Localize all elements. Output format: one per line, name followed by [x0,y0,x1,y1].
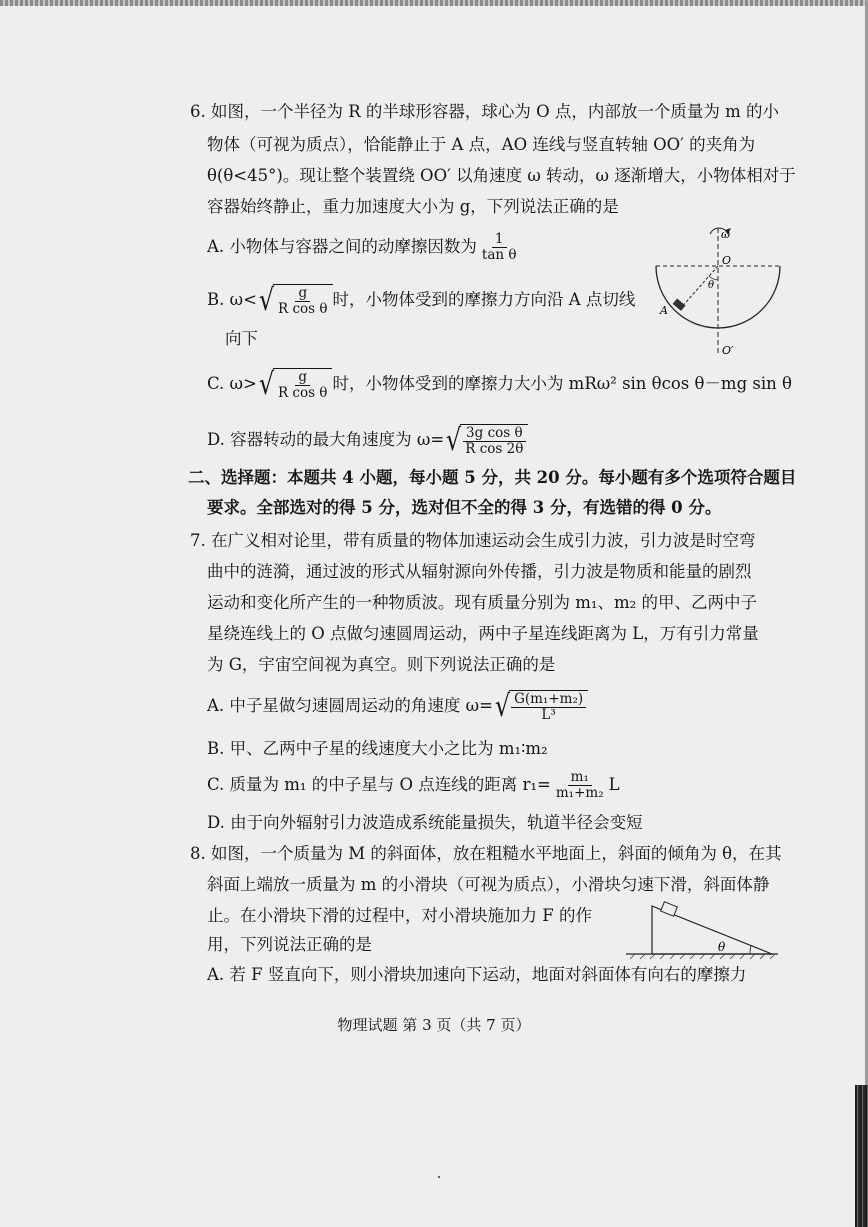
q6-option-c-suffix: 时，小物体受到的摩擦力大小为 mRω² sin θcos θ－mg sin θ [332,374,792,393]
q7-option-c-text: C. 质量为 m₁ 的中子星与 O 点连线的距离 r₁= [207,775,551,794]
q6-option-b-continued: 向下 [225,329,258,348]
fraction-numerator: m₁ [568,770,592,786]
q6-option-b-text: B. ω< [207,290,257,309]
fraction-numerator: G(m₁+m₂) [511,692,586,708]
scan-top-edge [0,0,868,6]
fraction-denominator: m₁+m₂ [555,785,604,801]
incline-angle-arc [750,946,751,954]
q6-option-d [207,424,528,457]
section-2-heading: 二、选择题：本题共 4 小题，每小题 5 分，共 20 分。每小题有多个选项符合题目 [188,468,797,487]
q7-option-d: D. 由于向外辐射引力波造成系统能量损失，轨道半径会变短 [207,813,643,832]
q8-option-a: A. 若 F 竖直向下，则小滑块加速向下运动，地面对斜面体有向右的摩擦力 [207,965,747,984]
incline-theta-label: θ [718,940,726,954]
fraction-denominator: R cos θ [277,385,328,401]
fraction-denominator: L³ [541,707,556,723]
q6-option-c [207,368,792,401]
q7-option-b: B. 甲、乙两中子星的线速度大小之比为 m₁∶m₂ [207,739,548,758]
q6-option-b [207,284,635,317]
sqrt-sign: √ [494,688,511,724]
q8-stem-line-3: 止。在小滑块下滑的过程中，对小滑块施加力 F 的作 [207,906,592,925]
section-2-heading-cont: 要求。全部选对的得 5 分，选对但不全的得 3 分，有选错的得 0 分。 [207,498,722,517]
fraction-denominator: tan θ [481,247,517,263]
sqrt-sign: √ [258,366,275,402]
fraction-numerator: 1 [492,232,507,248]
q7-option-c-fraction [553,770,607,801]
fig-omega-label: ω [721,228,730,241]
scan-binding-shadow [855,1085,868,1227]
q6-option-b-sqrt [257,284,333,317]
ground-hatching [630,954,775,959]
hemisphere-figure [648,224,788,360]
q6-option-b-suffix: 时，小物体受到的摩擦力方向沿 A 点切线 [332,290,636,309]
q6-option-a-fraction [479,232,520,263]
q7-option-c-suffix: L [608,775,620,794]
q6-option-c-text: C. ω> [207,374,257,393]
q8-stem-line-1: 8. 如图，一个质量为 M 的斜面体，放在粗糙水平地面上，斜面的倾角为 θ，在其 [190,844,782,863]
q7-option-a-sqrt [493,690,588,723]
q7-stem-line-1: 7. 在广义相对论里，带有质量的物体加速运动会生成引力波，引力波是时空弯 [190,531,756,550]
fraction-numerator: 3g cos θ [463,426,526,442]
q7-option-a-text: A. 中子星做匀速圆周运动的角速度 ω= [207,696,493,715]
fig-O-label: O [722,254,732,267]
fraction-numerator: g [295,370,310,386]
sliding-block [661,902,678,917]
q6-stem-line-4: 容器始终静止，重力加速度大小为 g，下列说法正确的是 [207,197,619,216]
q6-stem-line-2: 物体（可视为质点），恰能静止于 A 点，AO 连线与竖直转轴 OO′ 的夹角为 [207,135,756,154]
fraction-denominator: R cos θ [278,301,328,317]
q7-option-a [207,690,588,723]
fig-Oprime-label: O′ [722,344,734,357]
q7-stem-line-2: 曲中的涟漪，通过波的形式从辐射源向外传播，引力波是物质和能量的剧烈 [207,562,752,581]
sqrt-sign: √ [258,282,275,318]
incline-figure [622,896,782,962]
q7-option-c [207,770,620,801]
q8-stem-line-4: 用，下列说法正确的是 [207,935,372,954]
fig-theta-label: θ [708,280,715,291]
q7-stem-line-4: 星绕连线上的 O 点做匀速圆周运动，两中子星连线距离为 L，万有引力常量 [207,624,759,643]
q6-option-a-text: A. 小物体与容器之间的动摩擦因数为 [207,237,477,256]
scan-speck [438,1176,440,1178]
fraction-numerator: g [295,286,310,302]
q6-stem-line-3: θ(θ<45°)。现让整个装置绕 OO′ 以角速度 ω 转动，ω 逐渐增大，小物体相对于 [207,166,796,185]
q7-stem-line-5: 为 G，宇宙空间视为真空。则下列说法正确的是 [207,655,556,674]
q6-option-c-sqrt [257,368,333,401]
q8-stem-line-2: 斜面上端放一质量为 m 的小滑块（可视为质点），小滑块匀速下滑，斜面体静 [207,875,770,894]
q6-stem-line-1: 6. 如图，一个半径为 R 的半球形容器，球心为 O 点，内部放一个质量为 m 的小 [190,102,780,121]
q6-option-d-sqrt [444,424,528,457]
page-footer: 物理试题 第 3 页（共 7 页） [337,1016,531,1034]
sqrt-sign: √ [446,422,462,458]
q7-stem-line-3: 运动和变化所产生的一种物质波。现有质量分别为 m₁、m₂ 的甲、乙两中子 [207,593,758,612]
fraction-denominator: R cos 2θ [465,441,524,457]
q6-option-a [207,232,522,263]
fig-A-label: A [660,304,668,317]
q6-option-d-text: D. 容器转动的最大角速度为 ω= [207,430,445,449]
small-block [673,298,686,310]
